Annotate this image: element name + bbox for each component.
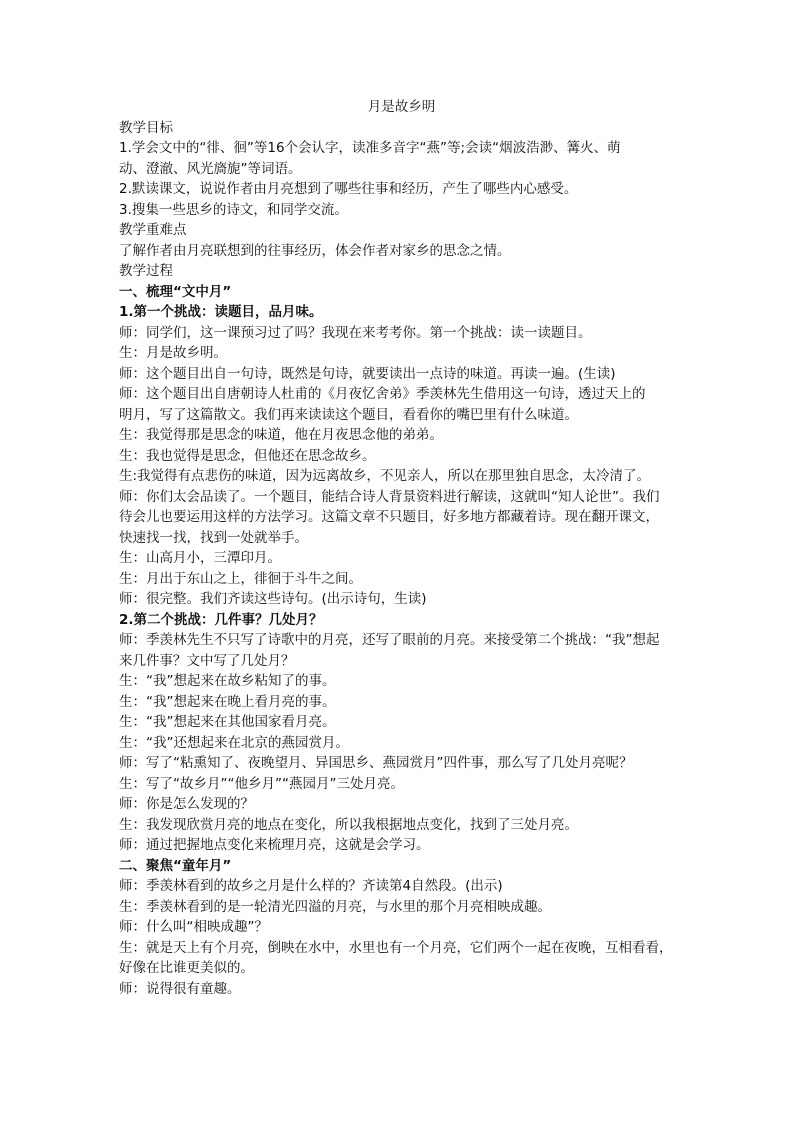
section-heading-line: 一、梳理“文中月”: [119, 283, 232, 300]
text-line: 生：“我”还想起来在北京的燕园赏月。: [119, 734, 349, 751]
text-line: 明月，写了这篇散文。我们再来读读这个题目，看看你的嘴巴里有什么味道。: [119, 406, 578, 423]
text-line: 3.搜集一些思乡的诗文，和同学交流。: [119, 201, 348, 218]
text-line: 生：我觉得那是思念的味道，他在月夜思念他的弟弟。: [119, 427, 443, 443]
text-line: 生：我发现欣赏月亮的地点在变化，所以我根据地点变化，找到了三处月亮。: [119, 816, 578, 833]
section-heading-line: 二、聚焦“童年月”: [119, 857, 232, 874]
text-line: 师：这个题目出自唐朝诗人杜甫的《月夜忆舍弟》季羡林先生借用这一句诗，透过天上的: [119, 386, 646, 402]
document-title: 月是故乡明: [367, 99, 436, 115]
text-line: 师：很完整。我们齐读这些诗句。(出示诗句，生读): [119, 591, 427, 607]
text-line: 待会儿也要运用这样的方法学习。这篇文章不只题目，好多地方都藏着诗。现在翻开课文，: [119, 509, 659, 525]
text-line: 师：写了“粘熏知了、夜晚望月、异国思乡、燕园赏月”四件事，那么写了几处月亮呢？: [119, 755, 633, 771]
text-line: 师：通过把握地点变化来梳理月亮，这就是会学习。: [119, 837, 430, 853]
text-line: 生：“我”想起来在故乡粘知了的事。: [119, 673, 336, 689]
document-body: [119, 97, 679, 999]
text-line: 师：说得很有童趣。: [119, 980, 241, 997]
text-line: 教学重难点: [119, 222, 187, 238]
text-line: 生：月是故乡明。: [119, 345, 227, 361]
text-line: 生：山高月小，三潭印月。: [119, 550, 281, 566]
text-line: 生：季羡林看到的是一轮清光四溢的月亮，与水里的那个月亮相映成趣。: [119, 898, 551, 915]
text-line: 来几件事？文中写了几处月？: [119, 652, 295, 669]
text-line: 师：你们太会品读了。一个题目，能结合诗人背景资料进行解读，这就叫“知人论世”。我们: [119, 488, 660, 505]
text-line: 1.学会文中的“徘、徊”等16个会认字，读准多音字“燕”等;会读“烟波浩渺、篝火、萌: [119, 140, 621, 156]
text-line: 生：我也觉得是思念，但他还在思念故乡。: [119, 447, 376, 464]
text-line: 动、澄澈、风光旖旎”等词语。: [119, 160, 302, 177]
text-line: 快速找一找，找到一处就举手。: [119, 529, 308, 546]
text-line: 师：这个题目出自一句诗，既然是句诗，就要读出一点诗的味道。再读一遍。(生读): [119, 365, 616, 382]
text-line: 师：季羡林看到的故乡之月是什么样的？齐读第4自然段。(出示): [119, 878, 503, 894]
text-line: 好像在比谁更美似的。: [119, 960, 254, 976]
text-line: 生：月出于东山之上，徘徊于斗牛之间。: [119, 570, 362, 587]
text-line: 2.默读课文，说说作者由月亮想到了哪些往事和经历，产生了哪些内心感受。: [119, 181, 578, 197]
text-line: 教学目标: [119, 119, 173, 136]
text-line: 师：你是怎么发现的？: [119, 796, 254, 812]
text-line: 师：同学们，这一课预习过了吗？我现在来考考你。第一个挑战：读一读题目。: [119, 324, 592, 341]
text-line: 生：写了“故乡月”“他乡月”“燕园月”三处月亮。: [119, 775, 404, 792]
text-line: 师：什么叫“相映成趣”？: [119, 919, 268, 935]
section-heading-line: 2.第二个挑战：几件事？几处月？: [119, 611, 323, 628]
text-line: 生：“我”想起来在晚上看月亮的事。: [119, 693, 336, 710]
text-line: 师：季羡林先生不只写了诗歌中的月亮，还写了眼前的月亮。来接受第二个挑战：“我”想起: [119, 632, 660, 648]
text-line: 生：就是天上有个月亮，倒映在水中，水里也有一个月亮，它们两个一起在夜晚，互相看看，: [119, 939, 673, 956]
text-line: 了解作者由月亮联想到的往事经历，体会作者对家乡的思念之情。: [119, 242, 511, 259]
section-heading-line: 1.第一个挑战：读题目，品月味。: [119, 304, 323, 320]
text-line: 生：“我”想起来在其他国家看月亮。: [119, 714, 336, 730]
text-line: 生:我觉得有点悲伤的味道，因为远离故乡，不见亲人，所以在那里独自思念，太冷清了。: [119, 468, 651, 484]
document-content: [119, 118, 679, 1000]
text-line: 教学过程: [119, 263, 173, 279]
